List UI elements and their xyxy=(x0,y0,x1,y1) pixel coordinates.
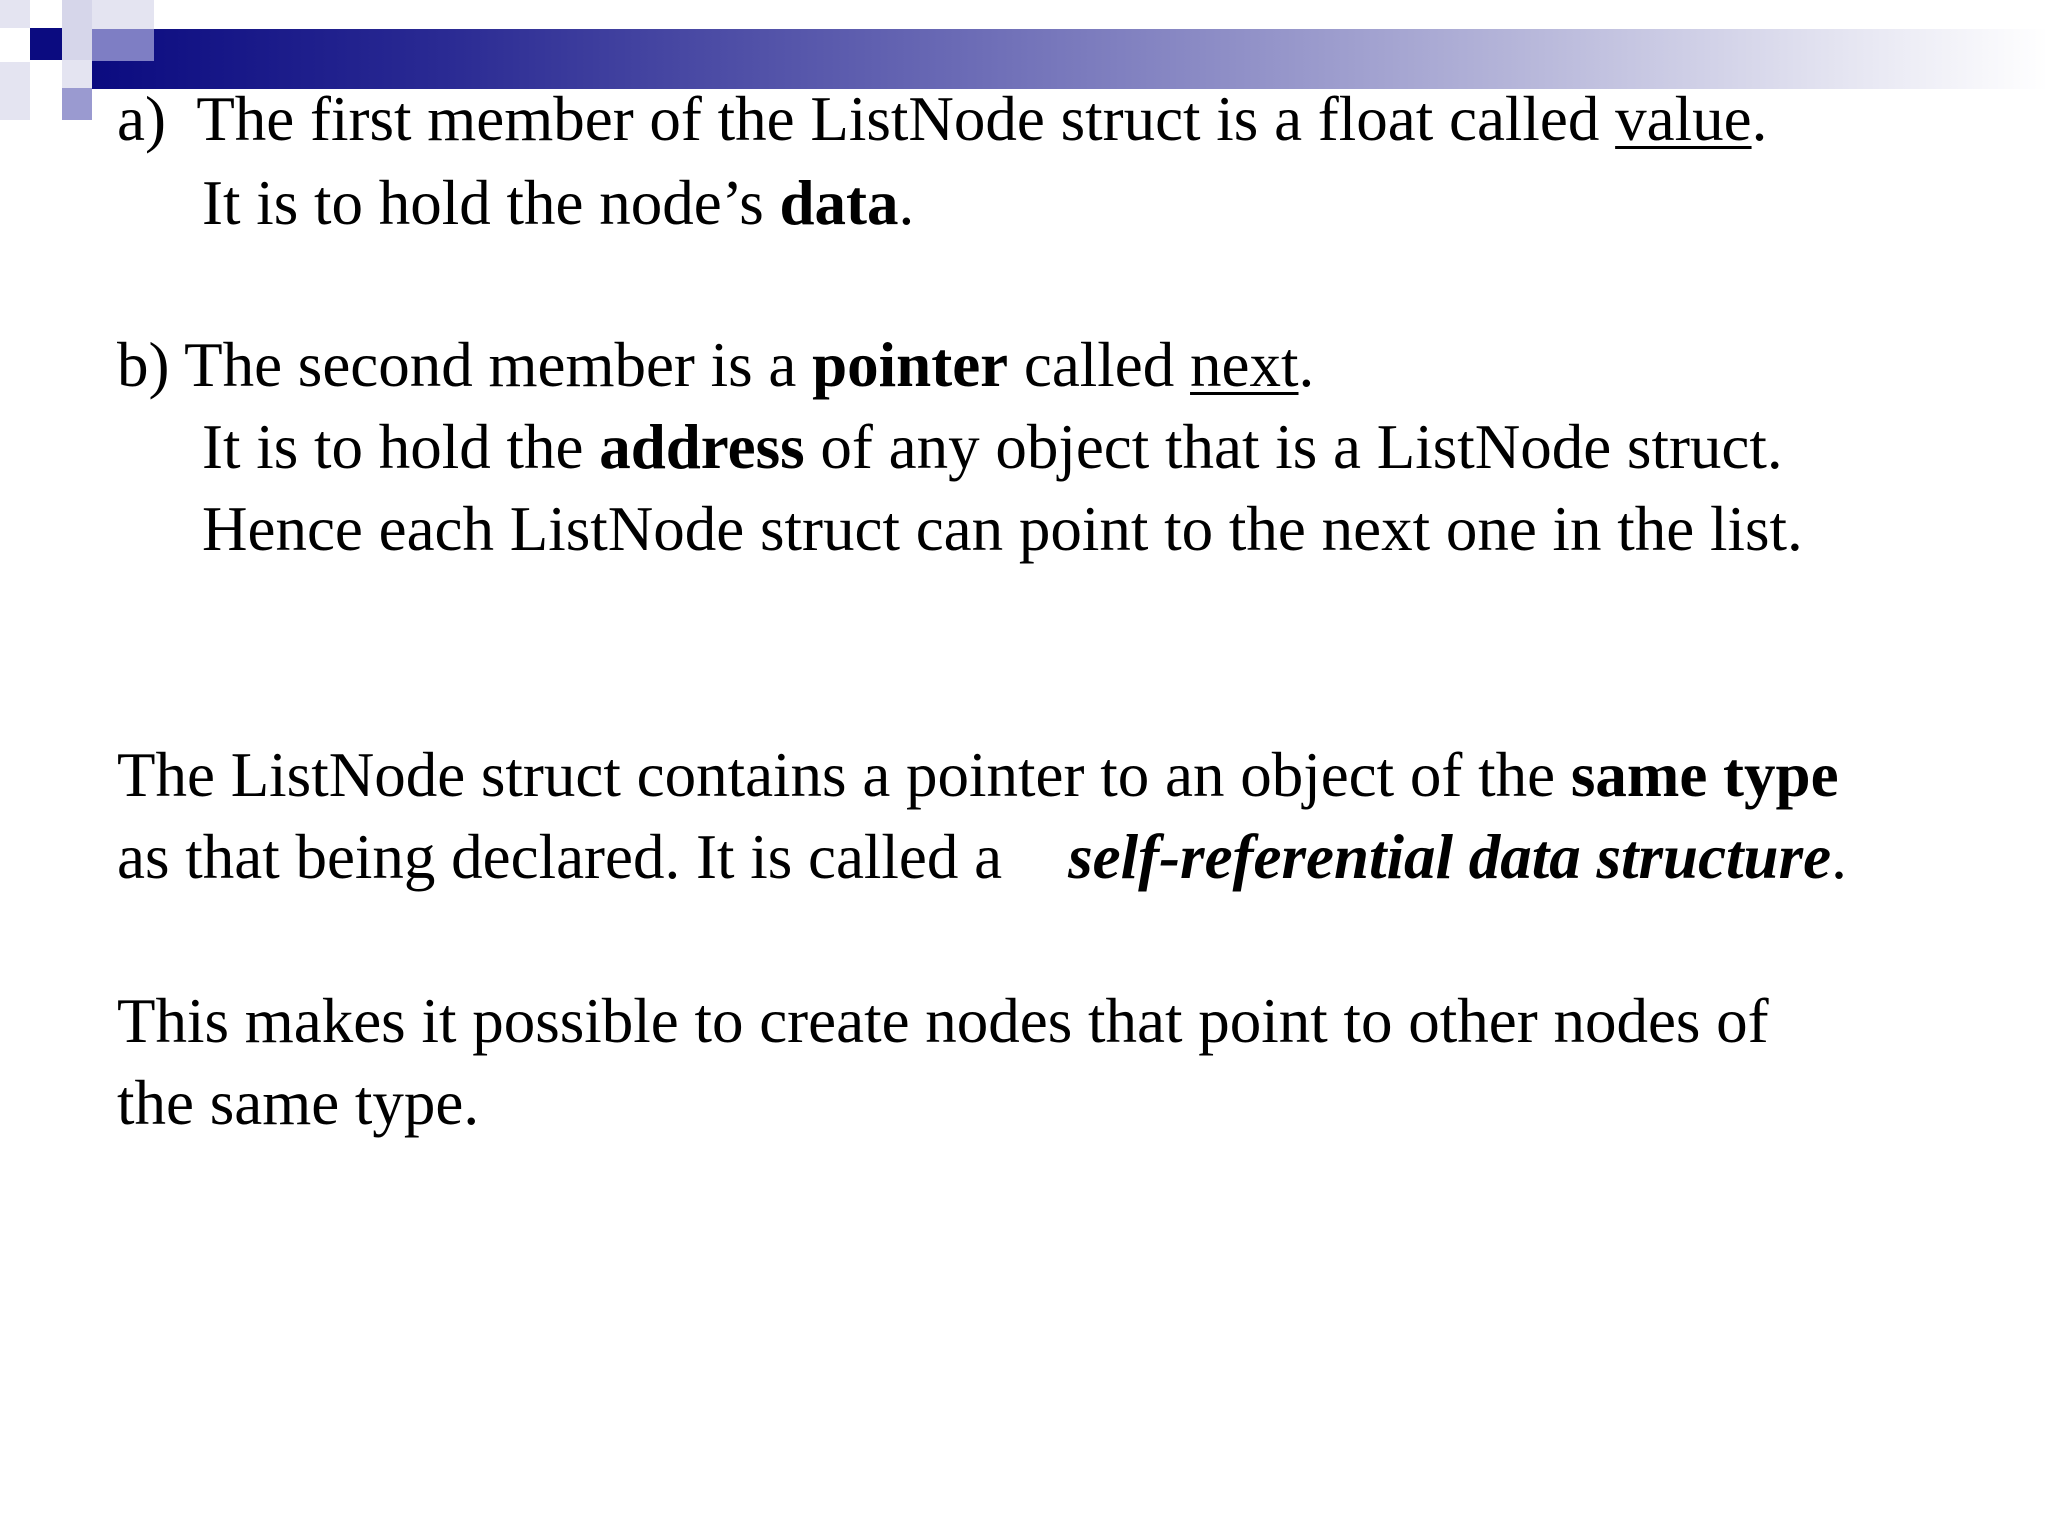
item-b-text: The second member is a xyxy=(184,330,813,400)
decor-square xyxy=(92,0,154,29)
item-a-line-2 xyxy=(202,168,915,238)
para-1-text: as that being declared. It is called a xyxy=(117,822,1003,892)
keyword-same-type: same type xyxy=(1570,740,1839,810)
para-1-text: The ListNode struct contains a pointer to an object of the xyxy=(117,740,1571,810)
para-1-line-1 xyxy=(117,740,1839,810)
decor-square xyxy=(0,62,30,120)
decor-square xyxy=(0,0,30,28)
decor-square xyxy=(62,0,92,60)
keyword-pointer: pointer xyxy=(812,330,1009,400)
keyword-data: data xyxy=(779,168,899,238)
decor-square xyxy=(30,28,62,60)
para-2-text: the same type. xyxy=(117,1068,480,1138)
item-b-text: of any object that is a ListNode struct. xyxy=(804,412,1783,482)
punctuation: . xyxy=(1831,822,1847,892)
para-2-text: This makes it possible to create nodes that point to other nodes of xyxy=(117,986,1769,1056)
item-b-text: It is to hold the xyxy=(202,412,600,482)
term-next: next xyxy=(1190,330,1299,400)
term-value: value xyxy=(1615,84,1752,154)
para-2-line-2 xyxy=(117,1068,480,1138)
item-b-text: Hence each ListNode struct can point to the next one in the list. xyxy=(202,494,1803,564)
keyword-address: address xyxy=(599,412,805,482)
item-a-line-1 xyxy=(117,84,1768,154)
item-a-text: The first member of the ListNode struct is a float called xyxy=(196,84,1616,154)
item-a-text: It is to hold the node’s xyxy=(202,168,780,238)
para-1-line-2 xyxy=(117,822,1847,892)
item-a-marker: a) xyxy=(117,84,166,154)
item-b-line-3 xyxy=(202,494,1803,564)
item-b-marker: b) xyxy=(117,330,170,400)
punctuation: . xyxy=(1751,84,1768,154)
punctuation: . xyxy=(1298,330,1315,400)
item-b-line-2 xyxy=(202,412,1783,482)
item-b-text: called xyxy=(1008,330,1191,400)
title-bar-decoration xyxy=(92,29,2048,89)
item-b-line-1 xyxy=(117,330,1315,400)
punctuation: . xyxy=(898,168,915,238)
para-2-line-1 xyxy=(117,986,1769,1056)
decor-square xyxy=(62,88,92,120)
keyword-self-referential: self-referential data structure xyxy=(1068,822,1832,892)
decor-square xyxy=(92,29,154,61)
